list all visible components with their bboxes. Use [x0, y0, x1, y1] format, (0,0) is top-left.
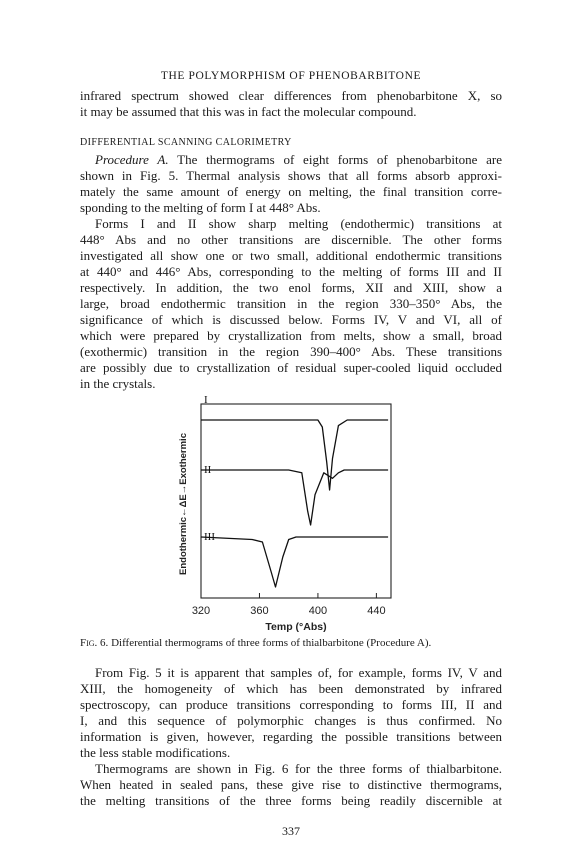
page-number: 337 [282, 824, 300, 838]
text-line: XIII, the homogeneity of which has been demonstrated by infrared [80, 681, 502, 696]
text-line: the less stable modifications. [80, 745, 231, 760]
x-tick-label: 400 [308, 605, 328, 617]
x-axis-label: Temp (°Abs) [265, 621, 327, 633]
figure-caption [80, 637, 502, 649]
paragraph-fig5-discussion [80, 665, 502, 761]
running-title: THE POLYMORPHISM OF PHENOBARBITONE [160, 70, 422, 82]
procedure-a-paragraph [80, 152, 502, 216]
section-heading: DIFFERENTIAL SCANNING CALORIMETRY [80, 137, 292, 148]
text-line: (exothermic) transition in the region 390–400° Abs. These transitions [80, 344, 502, 359]
text-line: investigated all show one or two small, additional endothermic transitions [80, 248, 502, 263]
caption-text: Differential thermograms of three forms of thialbarbitone (Procedure A). [111, 637, 432, 649]
procedure-label: Procedure A. [95, 152, 169, 167]
text-line: From Fig. 5 it is apparent that samples of, for example, forms IV, V and [95, 665, 502, 680]
text-line: significance of which is discussed below. Forms IV, V and VI, all of [80, 312, 502, 327]
text-line: shown in Fig. 5. Thermal analysis shows that all forms absorb approxi- [80, 168, 502, 183]
text-line: Forms I and II show sharp melting (endothermic) transitions at [95, 216, 502, 231]
thermogram-curve-II [201, 470, 388, 525]
text-line: it may be assumed that this was in fact the molecular compound. [80, 104, 417, 119]
text-line: at 440° and 446° Abs, corresponding to the melting of forms III and II [80, 264, 502, 279]
curve-label-I: I [204, 394, 208, 406]
text-line: spectroscopy, can produce transitions corresponding to forms III, II and [80, 697, 502, 712]
curve-label-III: III [204, 531, 215, 543]
x-tick-label: 360 [250, 605, 269, 617]
text-line: the melting transitions of the three forms being readily discernible at [80, 793, 502, 808]
text-line: Thermograms are shown in Fig. 6 for the three forms of thialbarbitone. [95, 761, 502, 776]
thermogram-curve-I [201, 420, 388, 490]
text-line [80, 152, 502, 168]
thermogram-chart [176, 392, 496, 637]
text-line: information is given, however, regarding the possible transitions between [80, 729, 502, 744]
text-line: which were prepared by crystallization from melts, show a small, broad [80, 328, 502, 343]
text-line: mately the same amount of energy on melting, the final transition corre- [80, 184, 502, 199]
text-line: respectively. In addition, the two enol forms, XII and XIII, show a [80, 280, 502, 295]
plot-frame [201, 404, 391, 598]
intro-paragraph [80, 88, 502, 120]
thermogram-curve-III [201, 537, 388, 587]
caption-prefix: Fig. 6. [80, 637, 109, 649]
text-rest: The thermograms of eight forms of phenobarbitone are [168, 152, 502, 167]
text-line: I, and this sequence of polymorphic changes is thus confirmed. No [80, 713, 502, 728]
text-line: infrared spectrum showed clear differences from phenobarbitone X, so [80, 88, 502, 103]
text-line: sponding to the melting of form I at 448° Abs. [80, 200, 321, 215]
x-tick-label: 320 [191, 605, 211, 617]
text-line: are possibly due to crystallization of residual super-cooled liquid occluded [80, 360, 502, 375]
y-axis-label: Endothermic←ΔE→Exothermic [178, 433, 189, 575]
figure-6 [176, 392, 496, 644]
paragraph-fig6-discussion [80, 761, 502, 809]
forms-paragraph [80, 216, 502, 392]
text-line: 448° Abs and no other transitions are discernible. The other forms [80, 232, 502, 247]
text-line: When heated in sealed pans, these give rise to distinctive thermograms, [80, 777, 502, 792]
text-line: large, broad endothermic transition in the region 330–350° Abs, the [80, 296, 502, 311]
text-line: in the crystals. [80, 376, 156, 391]
x-tick-label: 440 [367, 605, 386, 617]
curve-label-II: II [204, 464, 212, 476]
